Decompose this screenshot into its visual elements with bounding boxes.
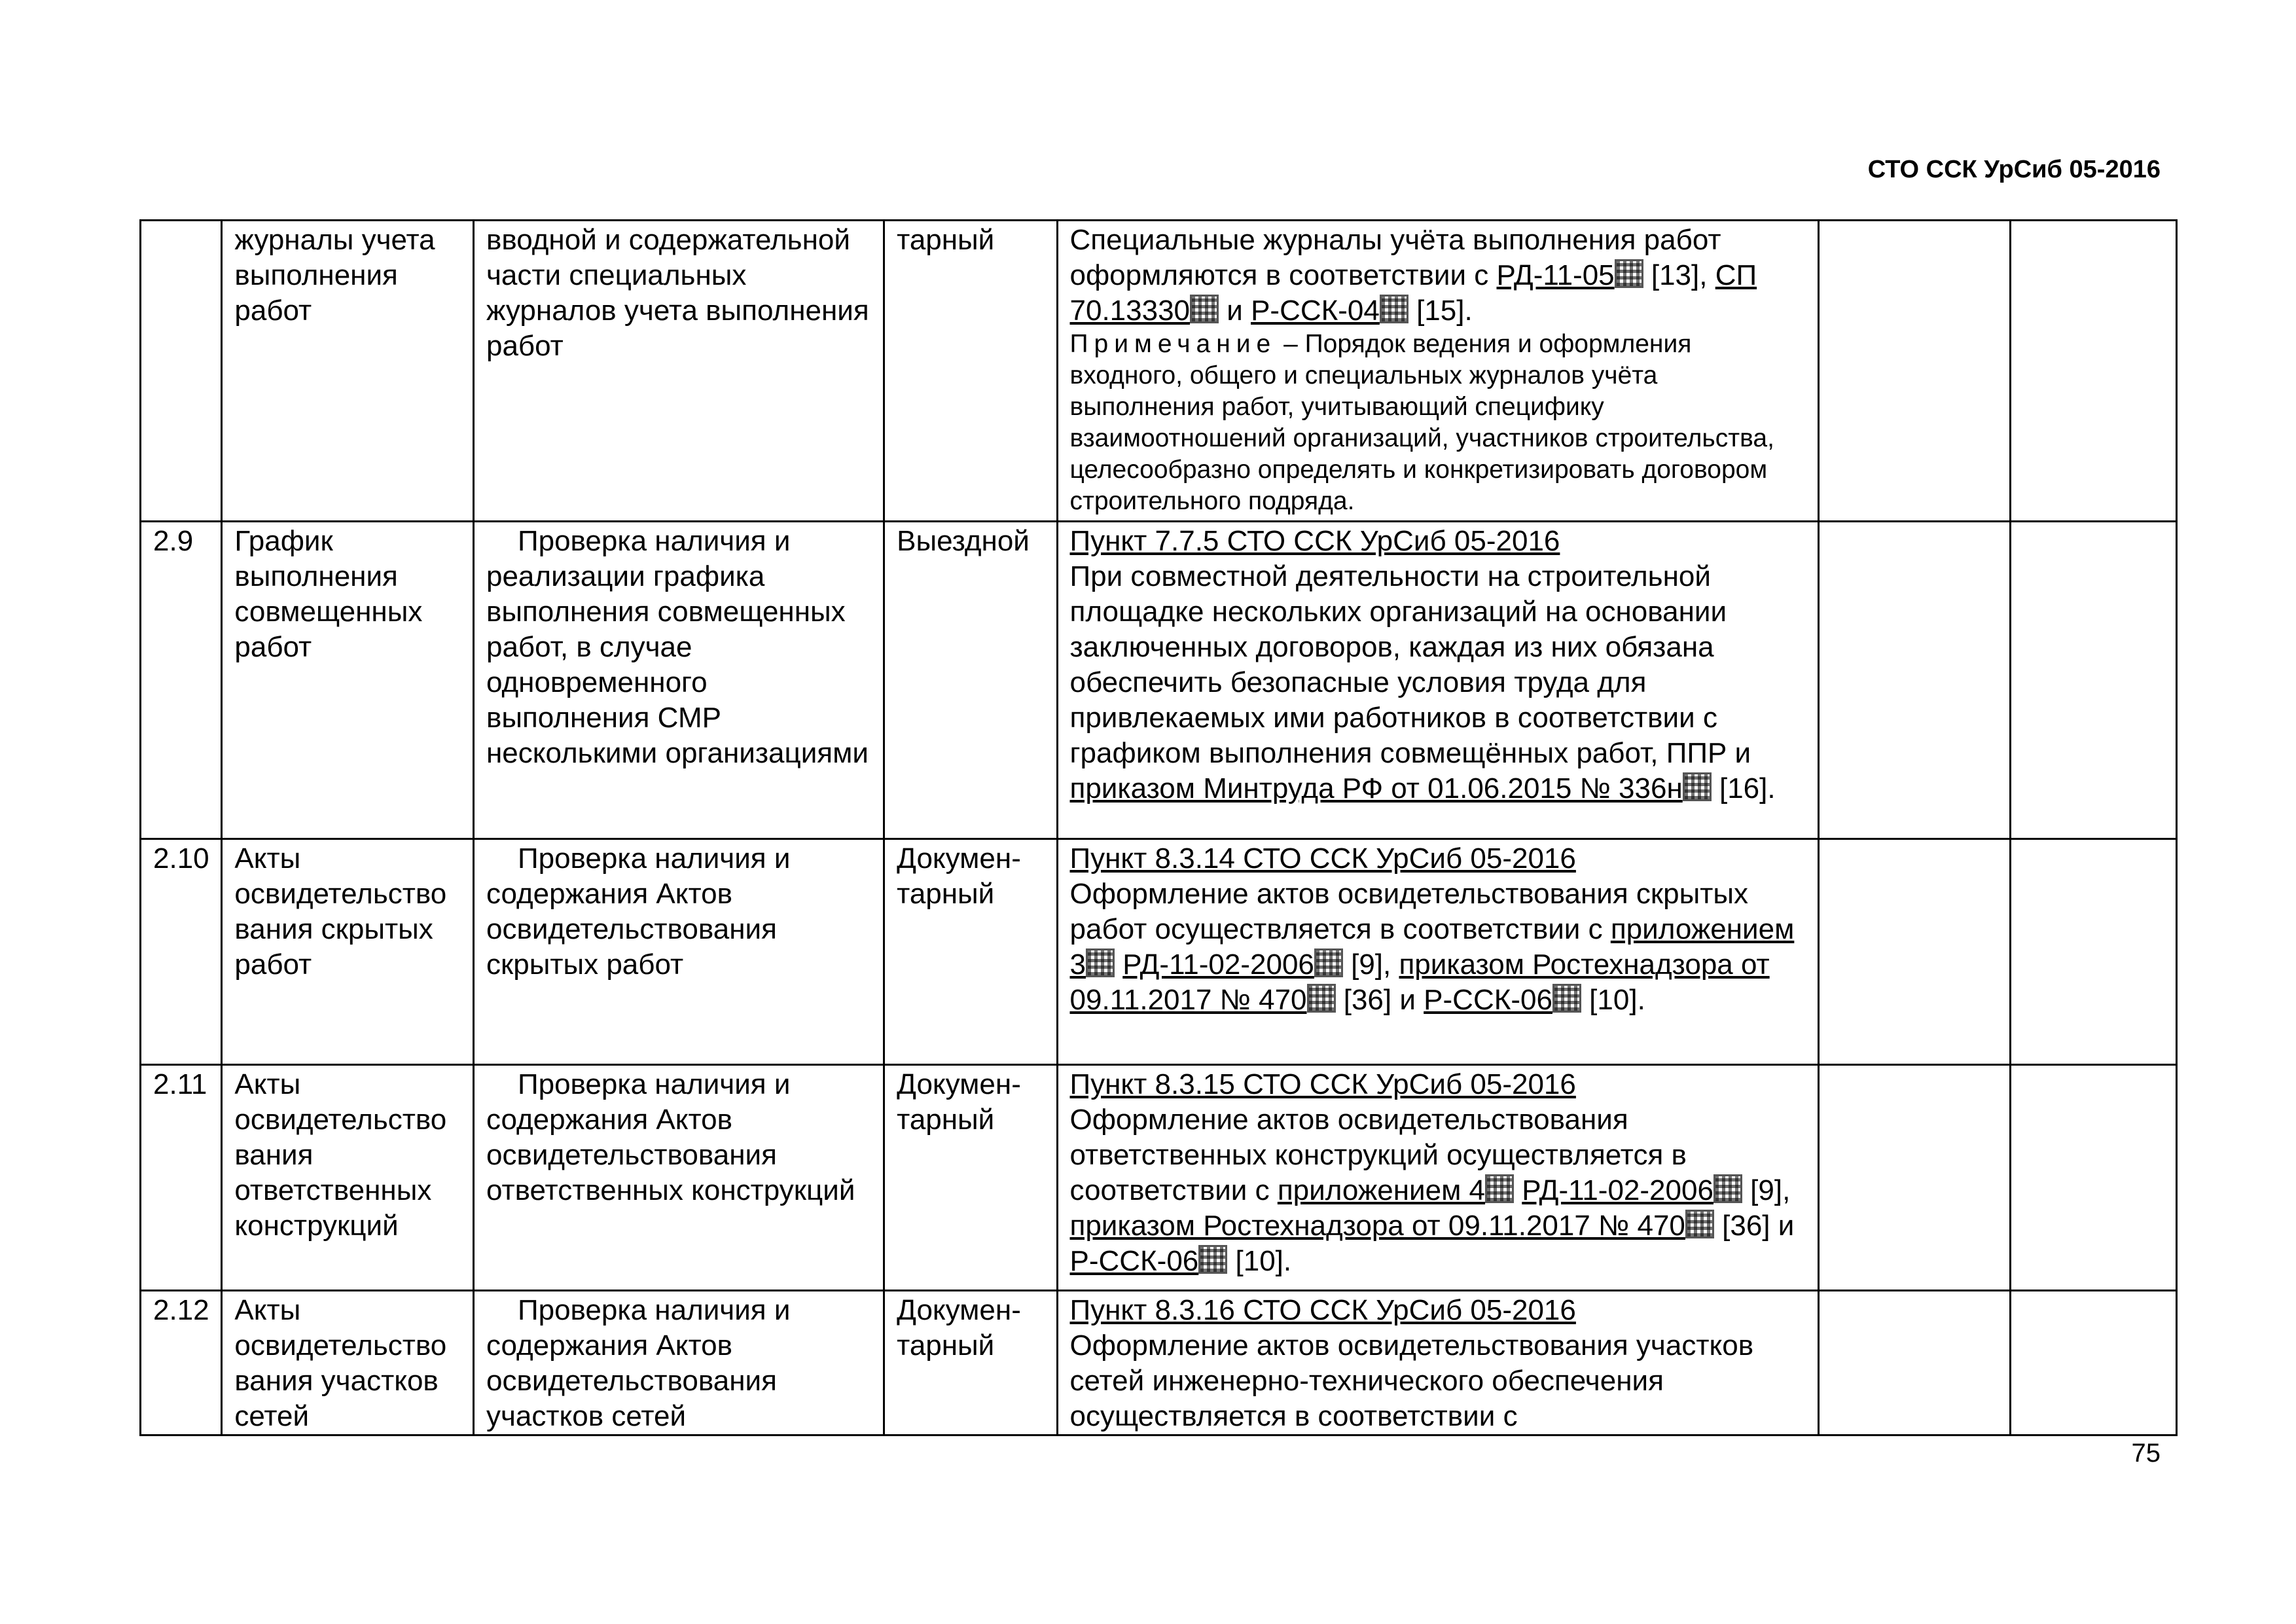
requirement-text: Оформление актов освидетельствования участков сетей инженерно-технического обеспечения осуществляется в соответствии с — [1069, 1329, 1754, 1432]
requirement-cell — [1057, 522, 1818, 839]
note-label: Примечание — [1069, 330, 1277, 358]
table-row — [141, 522, 2177, 839]
table-row — [141, 1065, 2177, 1291]
clause-link[interactable]: Пункт 8.3.14 СТО ССК УрСиб 05-2016 — [1069, 842, 1576, 875]
requirement-text: [9], — [1742, 1174, 1791, 1206]
empty-cell — [1818, 1065, 2010, 1291]
check-description-cell — [473, 1065, 884, 1291]
requirement-text — [1115, 948, 1122, 981]
requirement-text — [1514, 1174, 1522, 1206]
requirement-text: Оформление актов освидетельствования ответственных конструкций осуществляется в соответствии с — [1069, 1104, 1687, 1206]
qr-code-icon — [1485, 1174, 1514, 1203]
empty-cell — [2010, 522, 2176, 839]
empty-cell — [1818, 522, 2010, 839]
check-description: Проверка наличия и содержания Актов освидетельствования участков сетей — [486, 1294, 791, 1432]
check-type: Докумен-тарный — [884, 839, 1057, 1065]
document-code-header: СТО ССК УрСиб 05-2016 — [1867, 156, 2161, 183]
check-type: Докумен-тарный — [884, 1291, 1057, 1435]
clause-link[interactable]: Пункт 8.3.15 СТО ССК УрСиб 05-2016 — [1069, 1068, 1576, 1100]
requirement-text: [16]. — [1711, 772, 1776, 804]
document-link[interactable]: приказом Минтруда РФ от 01.06.2015 № 336н — [1069, 772, 1683, 804]
requirement-text: При совместной деятельности на строительной площадке нескольких организаций на основании заключенных договоров, каждая из них обязана обеспечить безопасные условия труда для привлекаемых ими работников в соответствии с графиком выполнения совмещённых работ, ППР и — [1069, 560, 1751, 769]
requirement-cell — [1057, 1291, 1818, 1435]
empty-cell — [1818, 221, 2010, 522]
document-link[interactable]: приложением 4 — [1277, 1174, 1486, 1206]
requirement-cell — [1057, 1065, 1818, 1291]
qr-code-icon — [1190, 295, 1219, 323]
qr-code-icon — [1086, 948, 1115, 977]
item-name: График выполнения совмещенных работ — [222, 522, 474, 839]
qr-code-icon — [1314, 948, 1343, 977]
page-number: 75 — [2131, 1439, 2161, 1468]
note-text: – Порядок ведения и оформления входного, общего и специальных журналов учёта выполнения работ, учитывающий специфику взаимоотношений организаций, участников строительства, целесообразно определять и конкретизировать договором строительного подряда. — [1069, 330, 1774, 515]
check-description: Проверка наличия и реализации графика выполнения совмещенных работ, в случае одновременного выполнения СМР несколькими организациями — [486, 525, 869, 769]
document-link[interactable]: СП 70.13330 — [1069, 259, 1757, 327]
qr-code-icon — [1683, 772, 1712, 801]
empty-cell — [2010, 221, 2176, 522]
check-description: Проверка наличия и содержания Актов освидетельствования ответственных конструкций — [486, 1068, 855, 1206]
table-row — [141, 839, 2177, 1065]
document-link[interactable]: РД-11-02-2006 — [1522, 1174, 1713, 1206]
document-link[interactable]: Р-ССК-06 — [1069, 1245, 1199, 1277]
check-description-cell — [473, 522, 884, 839]
item-name: журналы учета выполнения работ — [222, 221, 474, 522]
clause-link[interactable]: Пункт 7.7.5 СТО ССК УрСиб 05-2016 — [1069, 525, 1560, 557]
requirement-text: и — [1219, 295, 1251, 327]
qr-code-icon — [1713, 1174, 1742, 1203]
row-number: 2.11 — [141, 1065, 222, 1291]
item-name: Акты освидетельство вания ответственных конструкций — [222, 1065, 474, 1291]
empty-cell — [2010, 1065, 2176, 1291]
requirement-text: [36] и — [1713, 1210, 1795, 1242]
empty-cell — [1818, 839, 2010, 1065]
note — [1070, 329, 1808, 517]
requirement-text: Специальные журналы учёта выполнения работ оформляются в соответствии с — [1069, 224, 1721, 291]
document-link[interactable]: РД-11-05 — [1496, 259, 1615, 291]
requirement-text: [10]. — [1227, 1245, 1292, 1277]
document-link[interactable]: Р-ССК-04 — [1251, 295, 1380, 327]
empty-cell — [2010, 839, 2176, 1065]
document-link[interactable]: Р-ССК-06 — [1424, 984, 1552, 1016]
table-row — [141, 1291, 2177, 1435]
qr-code-icon — [1307, 984, 1336, 1013]
check-description-cell — [473, 839, 884, 1065]
item-name: Акты освидетельство вания участков сетей — [222, 1291, 474, 1435]
check-type: тарный — [884, 221, 1057, 522]
requirement-text: [9], — [1342, 948, 1399, 981]
requirement-text: [10]. — [1581, 984, 1645, 1016]
requirement-text: [36] и — [1335, 984, 1424, 1016]
row-number: 2.9 — [141, 522, 222, 839]
check-description: Проверка наличия и содержания Актов освидетельствования скрытых работ — [486, 842, 791, 981]
qr-code-icon — [1685, 1210, 1714, 1238]
row-number: 2.10 — [141, 839, 222, 1065]
clause-link[interactable]: Пункт 8.3.16 СТО ССК УрСиб 05-2016 — [1069, 1294, 1576, 1326]
requirement-text: [13], — [1643, 259, 1715, 291]
requirement-text: [15]. — [1408, 295, 1473, 327]
table-row — [141, 221, 2177, 522]
document-link[interactable]: приложением 3 — [1069, 913, 1795, 981]
qr-code-icon — [1615, 259, 1643, 288]
requirement-text: Оформление актов освидетельствования скрытых работ осуществляется в соответствии с — [1069, 878, 1749, 945]
check-description: вводной и содержательной части специальных журналов учета выполнения работ — [473, 221, 884, 522]
empty-cell — [1818, 1291, 2010, 1435]
qr-code-icon — [1198, 1245, 1227, 1274]
document-link[interactable]: приказом Ростехнадзора от 09.11.2017 № 470 — [1069, 948, 1770, 1016]
document-link[interactable]: РД-11-02-2006 — [1122, 948, 1314, 981]
requirements-table — [139, 219, 2178, 1436]
qr-code-icon — [1552, 984, 1581, 1013]
row-number — [141, 221, 222, 522]
requirement-cell — [1057, 221, 1818, 522]
check-description-cell — [473, 1291, 884, 1435]
qr-code-icon — [1380, 295, 1408, 323]
check-type: Докумен-тарный — [884, 1065, 1057, 1291]
check-type: Выездной — [884, 522, 1057, 839]
document-link[interactable]: приказом Ростехнадзора от 09.11.2017 № 470 — [1069, 1210, 1685, 1242]
row-number: 2.12 — [141, 1291, 222, 1435]
item-name: Акты освидетельство вания скрытых работ — [222, 839, 474, 1065]
requirement-cell — [1057, 839, 1818, 1065]
empty-cell — [2010, 1291, 2176, 1435]
